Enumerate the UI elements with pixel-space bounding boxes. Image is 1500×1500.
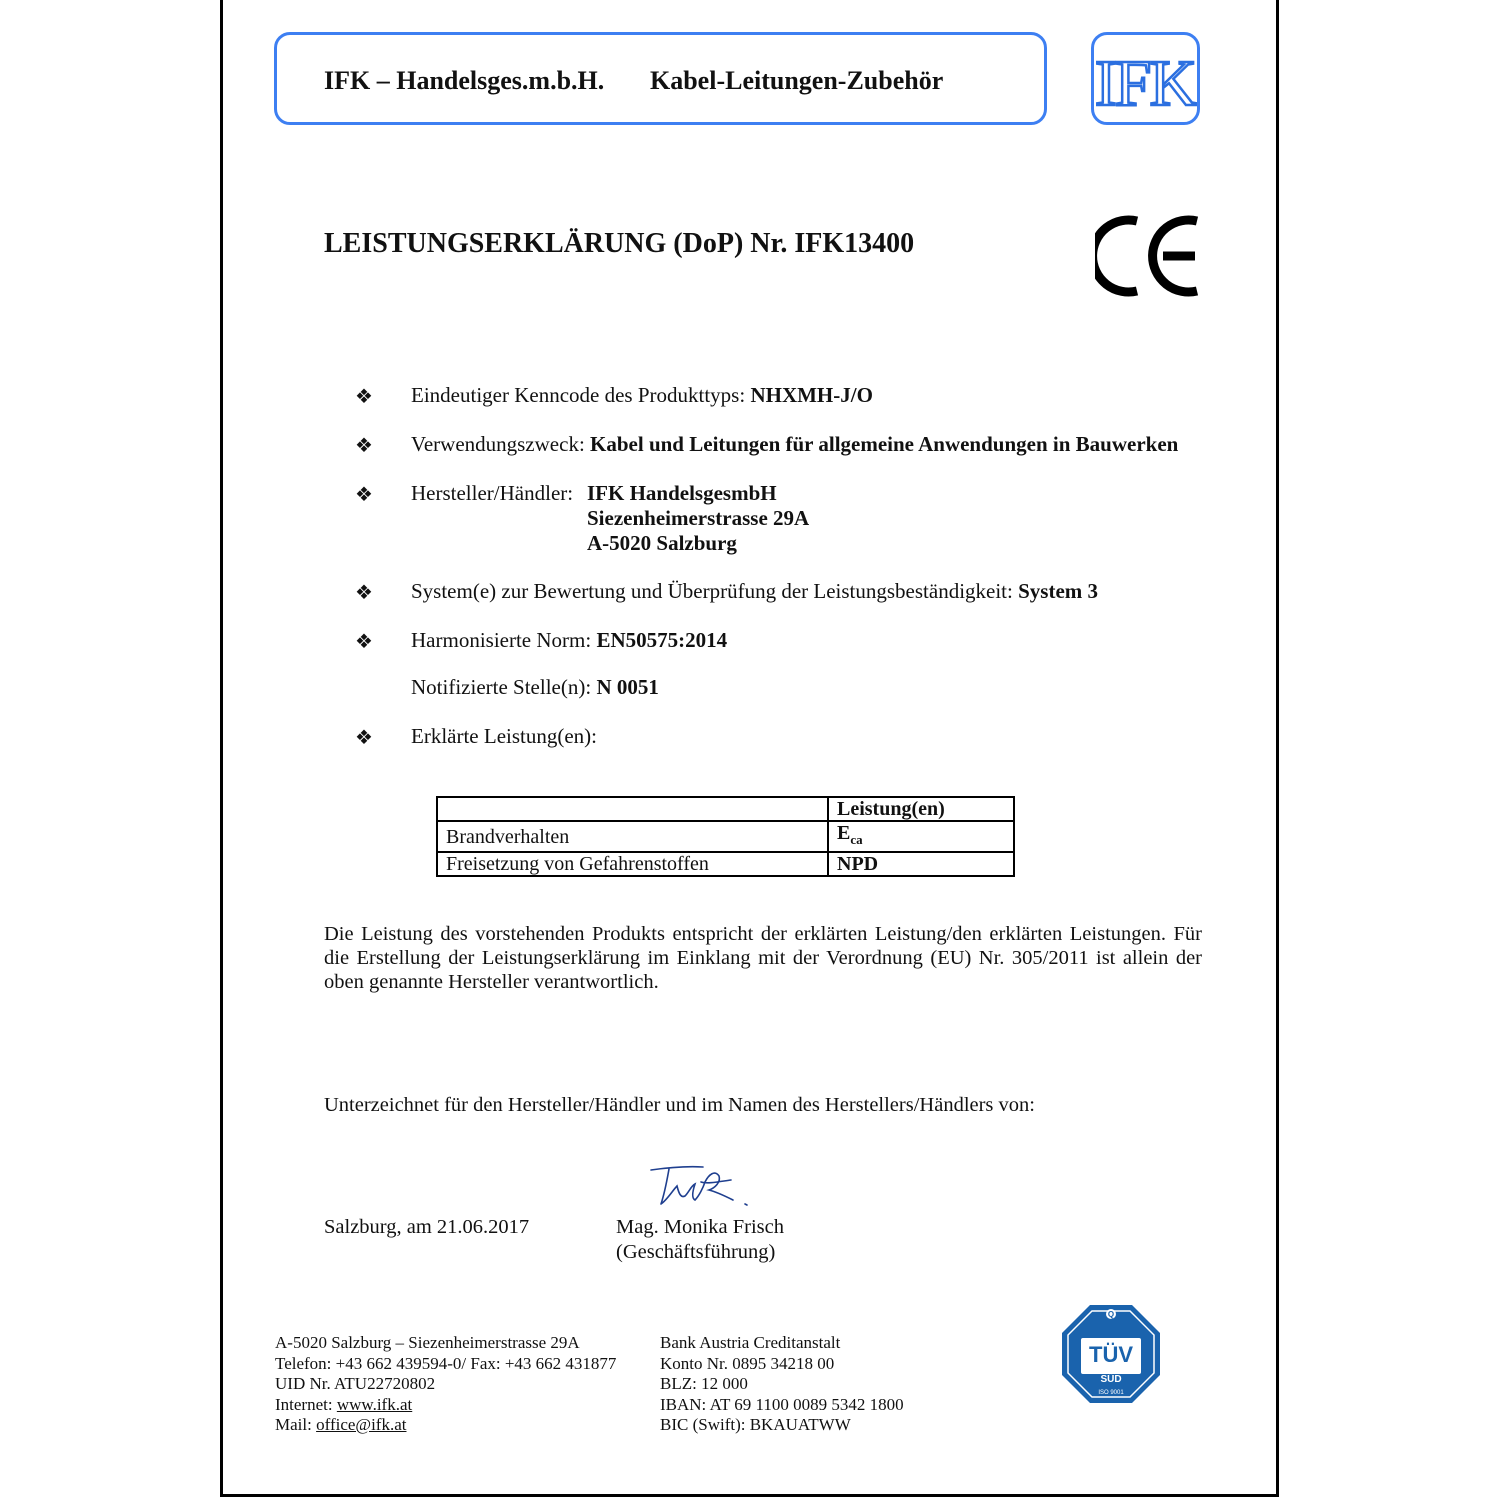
leistung-label: Erklärte Leistung(en): <box>411 724 598 748</box>
hersteller-street: Siezenheimerstrasse 29A <box>587 506 810 530</box>
bullet-icon: ❖ <box>355 435 373 457</box>
stelle-label: Notifizierte Stelle(n): <box>411 675 597 699</box>
bullet-icon: ❖ <box>355 727 373 749</box>
value-main: E <box>837 822 851 844</box>
table-cell-property: Freisetzung von Gefahrenstoffen <box>437 852 828 876</box>
norm-value: EN50575:2014 <box>596 628 728 652</box>
footer-address: A-5020 Salzburg – Siezenheimerstrasse 29A <box>275 1333 580 1352</box>
table-row <box>437 821 1014 852</box>
conformity-paragraph: Die Leistung des vorstehenden Produkts entspricht der erklärten Leistung/den erklärten Leistungen. Für die Erstellung der Leistungserklärung im Einklang mit der Verordnung (EU) Nr. 305/2011 ist allein der oben genannte Hersteller verantwortlich. <box>324 923 1202 993</box>
bullet-icon: ❖ <box>355 631 373 653</box>
tuv-iso: ISO 9001 <box>1098 1390 1124 1396</box>
table-cell-value <box>828 821 1014 852</box>
signatory-name: Mag. Monika Frisch <box>616 1216 784 1238</box>
footer-internet <box>275 1395 616 1416</box>
ifk-logo-box <box>1091 32 1200 125</box>
norm-line <box>411 628 727 653</box>
table-header-cell <box>437 797 828 821</box>
system-line <box>411 579 1098 604</box>
tuv-name: TÜV <box>1089 1342 1133 1367</box>
zweck-line <box>411 432 1178 457</box>
tuv-sub: SÜD <box>1100 1374 1122 1385</box>
footer-bank: Bank Austria Creditanstalt <box>660 1333 841 1352</box>
value-sub: ca <box>850 832 863 847</box>
ifk-logo <box>1094 35 1197 122</box>
signed-for-text: Unterzeichnet für den Hersteller/Händler und im Namen des Herstellers/Händlers von: <box>324 1094 1035 1116</box>
email-link[interactable]: office@ifk.at <box>316 1415 407 1434</box>
hersteller-label: Hersteller/Händler: <box>411 481 574 505</box>
hersteller-name: IFK HandelsgesmbH <box>587 481 777 505</box>
footer-uid: UID Nr. ATU22720802 <box>275 1374 436 1393</box>
norm-label: Harmonisierte Norm: <box>411 628 597 652</box>
ifk-logo-text: IFK <box>1094 47 1196 120</box>
zweck-value: Kabel und Leitungen für allgemeine Anwendungen in Bauwerken <box>590 432 1179 456</box>
zweck-label: Verwendungszweck: <box>411 432 591 456</box>
table-row <box>437 852 1014 876</box>
footer-blz: BLZ: 12 000 <box>660 1374 748 1393</box>
document-title: LEISTUNGSERKLÄRUNG (DoP) Nr. IFK13400 <box>324 228 915 259</box>
bullet-icon: ❖ <box>355 582 373 604</box>
table-header-row <box>437 797 1014 821</box>
mail-label: Mail: <box>275 1415 317 1434</box>
table-cell-property: Brandverhalten <box>437 821 828 852</box>
tuv-q: Q <box>1107 1310 1115 1319</box>
bullet-icon: ❖ <box>355 484 373 506</box>
footer-phone: Telefon: +43 662 439594-0/ Fax: +43 662 431877 <box>275 1353 617 1373</box>
kenncode-line <box>411 383 873 408</box>
performance-table <box>436 796 1015 877</box>
stelle-line <box>411 675 659 700</box>
ce-mark-icon <box>1095 215 1205 297</box>
footer-bank-block <box>660 1333 904 1436</box>
company-name: IFK – Handelsges.m.b.H. <box>324 66 605 95</box>
internet-label: Internet: <box>275 1394 337 1414</box>
stelle-value: N 0051 <box>596 675 659 699</box>
place-date: Salzburg, am 21.06.2017 <box>324 1216 530 1238</box>
website-link[interactable]: www.ifk.at <box>336 1394 413 1414</box>
signature-image <box>645 1160 760 1212</box>
tuv-sud-badge-icon <box>1059 1302 1163 1406</box>
company-tagline: Kabel-Leitungen-Zubehör <box>650 66 944 95</box>
footer-iban: IBAN: AT 69 1100 0089 5342 1800 <box>660 1394 904 1414</box>
signatory-role: (Geschäftsführung) <box>616 1241 776 1263</box>
table-cell-value: NPD <box>828 852 1014 876</box>
kenncode-label: Eindeutiger Kenncode des Produkttyps: <box>411 383 751 407</box>
footer-konto: Konto Nr. 0895 34218 00 <box>660 1353 835 1373</box>
kenncode-value: NHXMH-J/O <box>750 383 873 407</box>
footer-bic: BIC (Swift): BKAUATWW <box>660 1415 851 1434</box>
hersteller-city: A-5020 Salzburg <box>587 531 737 555</box>
system-value: System 3 <box>1018 579 1099 603</box>
table-header-cell: Leistung(en) <box>828 797 1014 821</box>
bullet-icon: ❖ <box>355 386 373 408</box>
footer-mail <box>275 1415 616 1436</box>
system-label: System(e) zur Bewertung und Überprüfung der Leistungsbeständigkeit: <box>411 579 1019 603</box>
footer-address-block <box>275 1333 616 1436</box>
